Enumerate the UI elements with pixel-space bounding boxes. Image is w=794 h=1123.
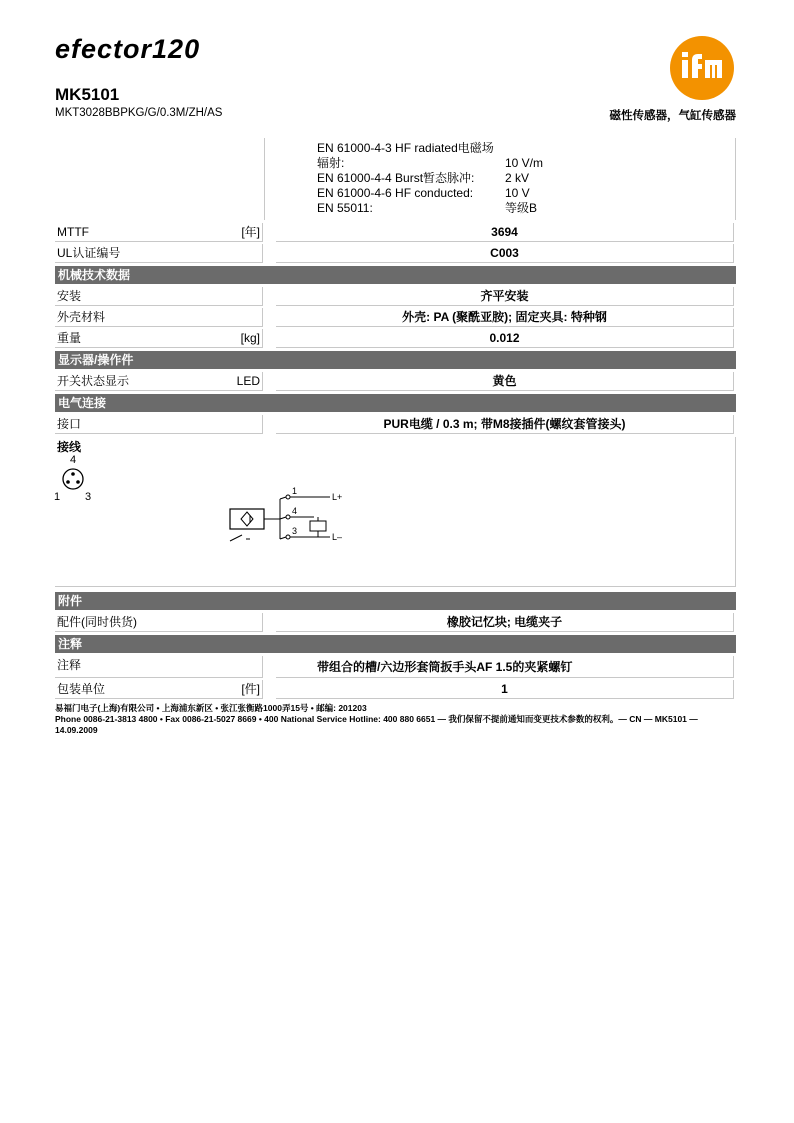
- mttf-label: MTTF: [57, 225, 89, 239]
- pin-left-label: 1: [54, 491, 61, 503]
- wire-4-label: 4: [292, 506, 298, 516]
- switch-label: 开关状态显示: [57, 374, 130, 388]
- emc-row: [317, 141, 494, 156]
- pack-label: 包装单位: [57, 682, 106, 696]
- emc-row: [317, 186, 530, 201]
- emc-row: [317, 156, 544, 171]
- emc-label: EN 55011:: [317, 201, 373, 215]
- product-name: MK5101: [55, 85, 120, 104]
- housing-label: 外壳材料: [57, 310, 106, 324]
- emc-value: 10 V/m: [505, 156, 544, 170]
- mount-value: 齐平安装: [276, 287, 734, 306]
- emc-label: EN 61000-4-3 HF radiated电磁场: [317, 141, 494, 155]
- emc-row: [317, 171, 530, 186]
- conn-value: PUR电缆 / 0.3 m; 带M8接插件(螺纹套管接头): [276, 415, 734, 434]
- footer-date: 14.09.2009: [55, 725, 98, 735]
- emc-label: EN 61000-4-4 Burst暂态脉冲:: [317, 171, 475, 185]
- section-display: 显示器/操作件: [55, 351, 736, 369]
- ul-label: UL认证编号: [57, 246, 121, 260]
- pack-unit: [件]: [241, 682, 260, 696]
- emc-row: [317, 201, 538, 216]
- pack-value: 1: [276, 680, 734, 699]
- wiring-title: 接线: [57, 440, 82, 454]
- emc-value: 2 kV: [505, 171, 530, 185]
- housing-label-cell: [55, 308, 263, 327]
- conn-label: 接口: [57, 417, 82, 431]
- weight-label: 重量: [57, 331, 82, 345]
- mttf-unit: [年]: [241, 225, 260, 239]
- ifm-logo: [670, 36, 734, 100]
- section-mechanical: 机械技术数据: [55, 266, 736, 284]
- footer-address: 易福门电子(上海)有限公司 • 上海浦东新区 • 张江张衡路1000弄15号 • 邮编: 201203: [55, 703, 367, 713]
- section-electrical: 电气连接: [55, 394, 736, 412]
- weight-label-cell: [55, 329, 263, 348]
- weight-unit: [kg]: [240, 331, 260, 345]
- footer: [55, 703, 745, 736]
- switch-value: 黄色: [276, 372, 734, 391]
- ul-label-cell: [55, 244, 263, 263]
- note-label-cell: [55, 656, 263, 678]
- acc-value: 橡胶记忆块; 电缆夹子: [276, 613, 734, 632]
- product-type: 磁性传感器，气缸传感器: [609, 110, 736, 122]
- wire-1-label: 1: [292, 486, 298, 496]
- switch-label-cell: [55, 372, 263, 391]
- acc-label-cell: [55, 613, 263, 632]
- emc-value: 10 V: [505, 186, 530, 200]
- emc-value: 等级B: [505, 201, 538, 215]
- housing-value: 外壳: PA (聚酰亚胺); 固定夹具: 特种钢: [276, 308, 734, 327]
- section-notes: 注释: [55, 635, 736, 653]
- acc-label: 配件(同时供货): [57, 615, 137, 629]
- weight-value: 0.012: [276, 329, 734, 348]
- wiring-schematic: [222, 485, 357, 550]
- section-accessories: 附件: [55, 592, 736, 610]
- brand-wordmark: efector120: [55, 34, 201, 64]
- footer-contact: Phone 0086-21-3813 4800 • Fax 0086-21-5027 8669 • 400 National Service Hotline: 400 880 6651 — 我们保留不提前通知而变更技术参数的权利。— CN — MK5101 —: [55, 714, 698, 724]
- wiring-box: [55, 437, 736, 587]
- note-label: 注释: [57, 658, 82, 672]
- ul-value: C003: [276, 244, 734, 263]
- lplus-label: L+: [332, 492, 343, 502]
- connector-pin-diagram: [50, 452, 110, 504]
- mount-label-cell: [55, 287, 263, 306]
- switch-unit: LED: [236, 374, 260, 388]
- conn-label-cell: [55, 415, 263, 434]
- pin-right-label: 3: [85, 491, 92, 503]
- lminus-label: L–: [332, 532, 343, 542]
- pin-top-label: 4: [70, 454, 77, 466]
- emc-label: 辐射:: [317, 156, 345, 170]
- emc-list: [317, 141, 544, 216]
- product-code: MKT3028BBPKG/G/0.3M/ZH/AS: [55, 107, 223, 119]
- mttf-label-cell: [55, 223, 263, 242]
- note-value: 带组合的槽/六边形套筒扳手头AF 1.5的夹紧螺钉: [276, 656, 734, 678]
- wire-3-label: 3: [292, 526, 298, 536]
- mount-label: 安装: [57, 289, 82, 303]
- pack-label-cell: [55, 680, 263, 699]
- mttf-value: 3694: [276, 223, 734, 242]
- emc-label: EN 61000-4-6 HF conducted:: [317, 186, 474, 200]
